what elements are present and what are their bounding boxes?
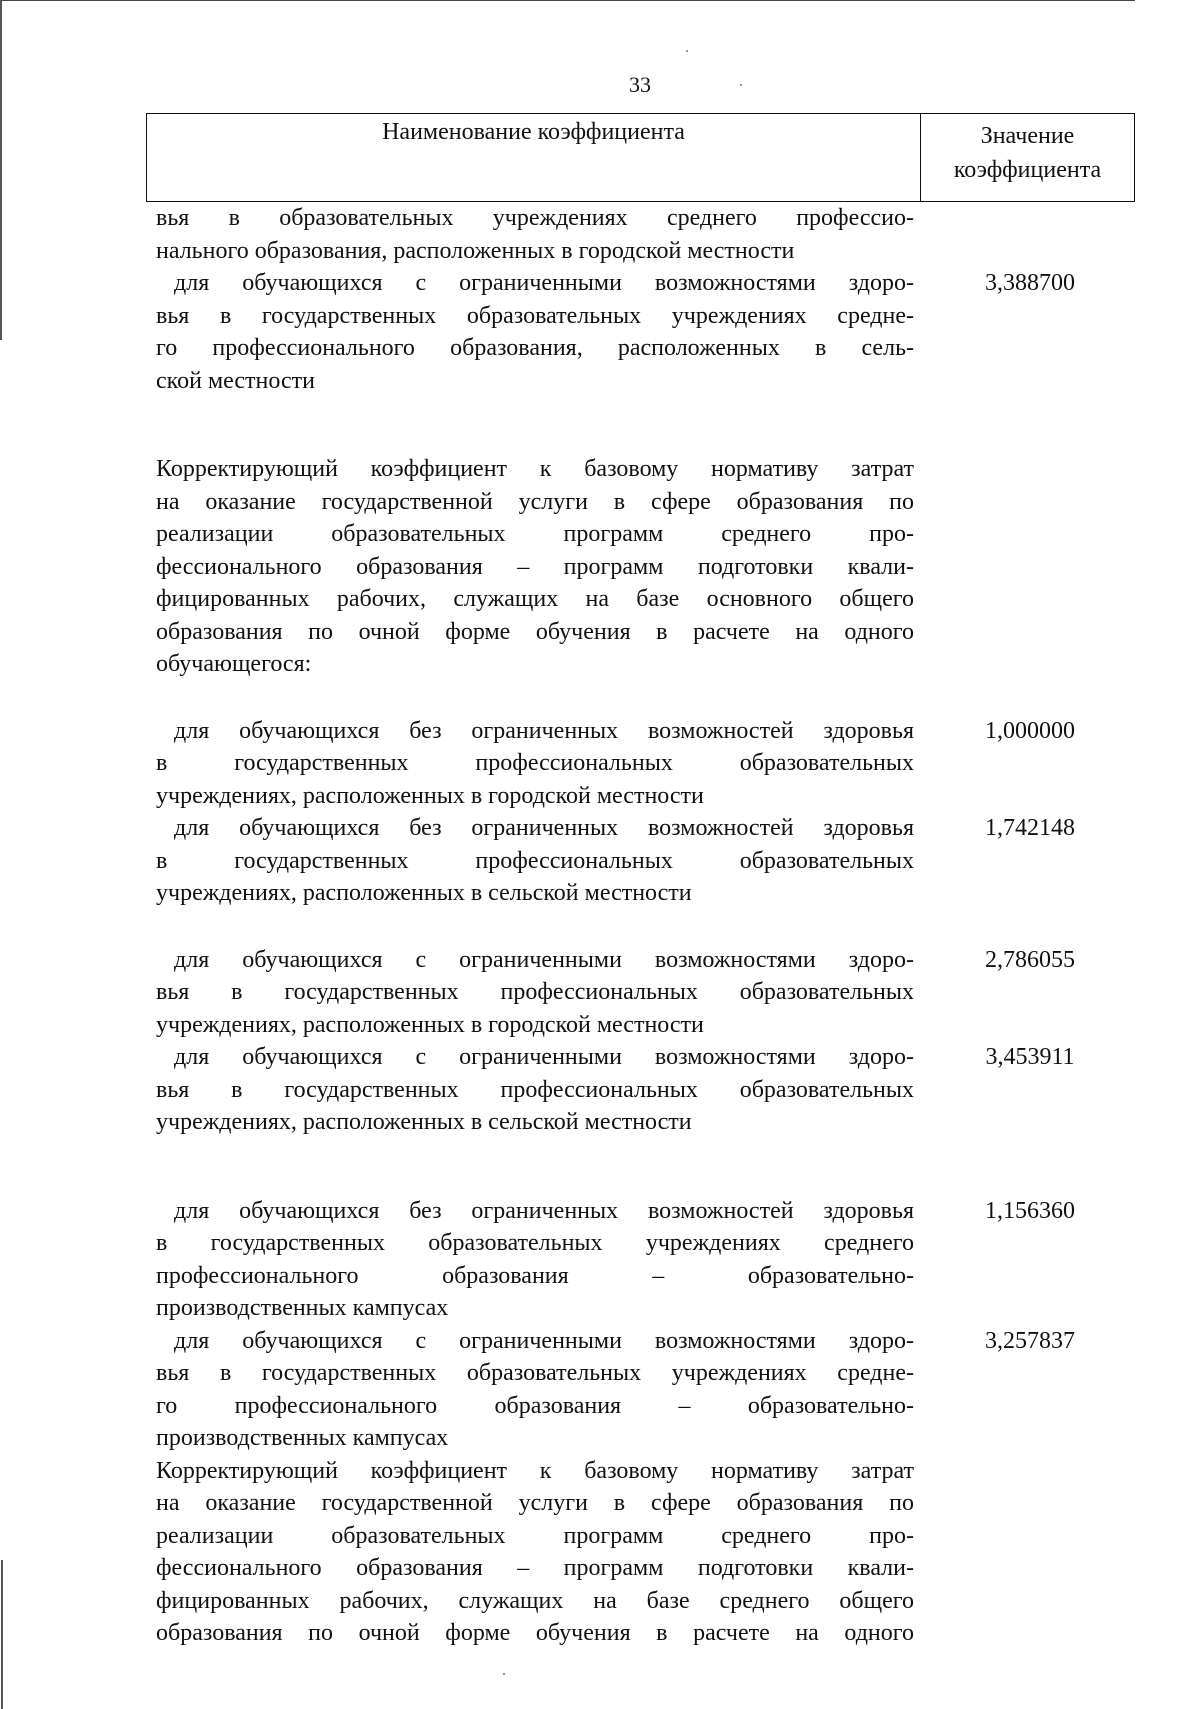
text-line: учреждениях, расположенных в сельской местности xyxy=(156,1109,692,1135)
text-line: фессионального образования – программ подготовки квали- xyxy=(156,1555,914,1581)
scan-speck xyxy=(686,50,688,52)
table-row xyxy=(156,267,1116,397)
text-line: производственных кампусах xyxy=(156,1425,449,1451)
coefficient-name xyxy=(156,202,914,267)
text-line: образования по очной форме обучения в расчете на одного xyxy=(156,618,914,645)
text-line: в государственных профессиональных образовательных xyxy=(156,847,914,874)
row-spacer xyxy=(156,1139,1116,1195)
text-line: учреждениях, расположенных в городской местности xyxy=(156,782,704,809)
text-line: для обучающихся без ограниченных возможностей здоровья xyxy=(174,815,914,841)
text-line: ской местности xyxy=(156,367,315,394)
text-line: вья в государственных профессиональных образовательных xyxy=(156,979,914,1005)
text-line: Корректирующий коэффициент к базовому нормативу затрат xyxy=(156,1457,914,1484)
text-line: для обучающихся с ограниченными возможностями здоро- xyxy=(174,946,914,973)
column-header-value-line1: Значение xyxy=(980,123,1075,149)
text-line: для обучающихся с ограниченными возможностями здоро- xyxy=(174,270,914,296)
table-header xyxy=(146,113,1135,202)
table-row xyxy=(156,944,1116,1042)
table-row xyxy=(156,1195,1116,1325)
column-header-name: Наименование коэффициента xyxy=(147,114,921,201)
coefficient-value: 2,786055 xyxy=(985,946,1075,973)
coefficient-value: 1,742148 xyxy=(985,815,1075,841)
scan-edge-top xyxy=(0,0,1135,1)
coefficient-value xyxy=(914,202,1116,267)
coefficient-name xyxy=(156,267,914,397)
row-spacer xyxy=(156,397,1116,453)
coefficient-value xyxy=(914,453,1116,681)
text-line: реализации образовательных программ среднего про- xyxy=(156,521,914,547)
coefficient-section-title xyxy=(156,1455,914,1650)
column-header-value xyxy=(921,114,1134,201)
text-line: для обучающихся без ограниченных возможностей здоровья xyxy=(174,1197,914,1224)
coefficient-value: 1,156360 xyxy=(985,1197,1075,1224)
coefficient-value: 3,388700 xyxy=(985,270,1075,296)
text-line: вья в государственных образовательных учреждениях средне- xyxy=(156,302,914,329)
text-line: вья в государственных образовательных учреждениях средне- xyxy=(156,1360,914,1386)
scan-speck xyxy=(503,1673,505,1675)
text-line: в государственных профессиональных образовательных xyxy=(156,750,914,776)
table-row xyxy=(156,453,1116,681)
text-line: го профессионального образования – образовательно- xyxy=(156,1392,914,1419)
coefficient-section-title xyxy=(156,453,914,681)
text-line: на оказание государственной услуги в сфере образования по xyxy=(156,1490,914,1516)
table-row xyxy=(156,1455,1116,1650)
coefficient-value: 3,257837 xyxy=(985,1327,1075,1354)
text-line: го профессионального образования, расположенных в сель- xyxy=(156,335,914,361)
text-line: обучающегося: xyxy=(156,651,312,677)
text-line: нального образования, расположенных в городской местности xyxy=(156,237,795,264)
coefficient-name xyxy=(156,1195,914,1325)
text-line: фицированных рабочих, служащих на базе основного общего xyxy=(156,586,914,612)
table-row xyxy=(156,1041,1116,1139)
coefficient-value: 3,453911 xyxy=(985,1044,1075,1070)
text-line: Корректирующий коэффициент к базовому нормативу затрат xyxy=(156,456,914,482)
text-line: образования по очной форме обучения в расчете на одного xyxy=(156,1620,914,1646)
coefficient-name xyxy=(156,944,914,1042)
page-number: 33 xyxy=(629,72,651,97)
text-line: профессионального образования – образовательно- xyxy=(156,1262,914,1289)
coefficient-name xyxy=(156,812,914,910)
text-line: вья в образовательных учреждениях среднего профессио- xyxy=(156,205,914,231)
coefficient-value: 1,000000 xyxy=(985,717,1075,744)
table-row xyxy=(156,202,1116,267)
scan-edge-left-lower xyxy=(1,1560,3,1709)
text-line: фицированных рабочих, служащих на базе среднего общего xyxy=(156,1587,914,1614)
table-row xyxy=(156,715,1116,813)
coefficient-name xyxy=(156,1041,914,1139)
text-line: на оказание государственной услуги в сфере образования по xyxy=(156,488,914,515)
scan-edge-left xyxy=(0,0,2,340)
text-line: для обучающихся с ограниченными возможностями здоро- xyxy=(174,1044,914,1070)
row-spacer xyxy=(156,910,1116,944)
text-line: вья в государственных профессиональных образовательных xyxy=(156,1076,914,1103)
row-spacer xyxy=(156,681,1116,715)
text-line: учреждениях, расположенных в городской местности xyxy=(156,1011,704,1038)
coefficient-name xyxy=(156,1325,914,1455)
table-row xyxy=(156,812,1116,910)
coefficient-value xyxy=(914,1455,1116,1650)
text-line: в государственных образовательных учреждениях среднего xyxy=(156,1230,914,1256)
table-row xyxy=(156,1325,1116,1455)
text-line: учреждениях, расположенных в сельской местности xyxy=(156,880,692,906)
text-line: фессионального образования – программ подготовки квали- xyxy=(156,553,914,580)
text-line: реализации образовательных программ среднего про- xyxy=(156,1522,914,1549)
column-header-value-line2: коэффициента xyxy=(953,157,1102,183)
text-line: производственных кампусах xyxy=(156,1295,449,1321)
text-line: для обучающихся с ограниченными возможностями здоро- xyxy=(174,1327,914,1354)
coefficient-table-body xyxy=(156,202,1116,1650)
text-line: для обучающихся без ограниченных возможностей здоровья xyxy=(174,717,914,744)
coefficient-name xyxy=(156,715,914,813)
